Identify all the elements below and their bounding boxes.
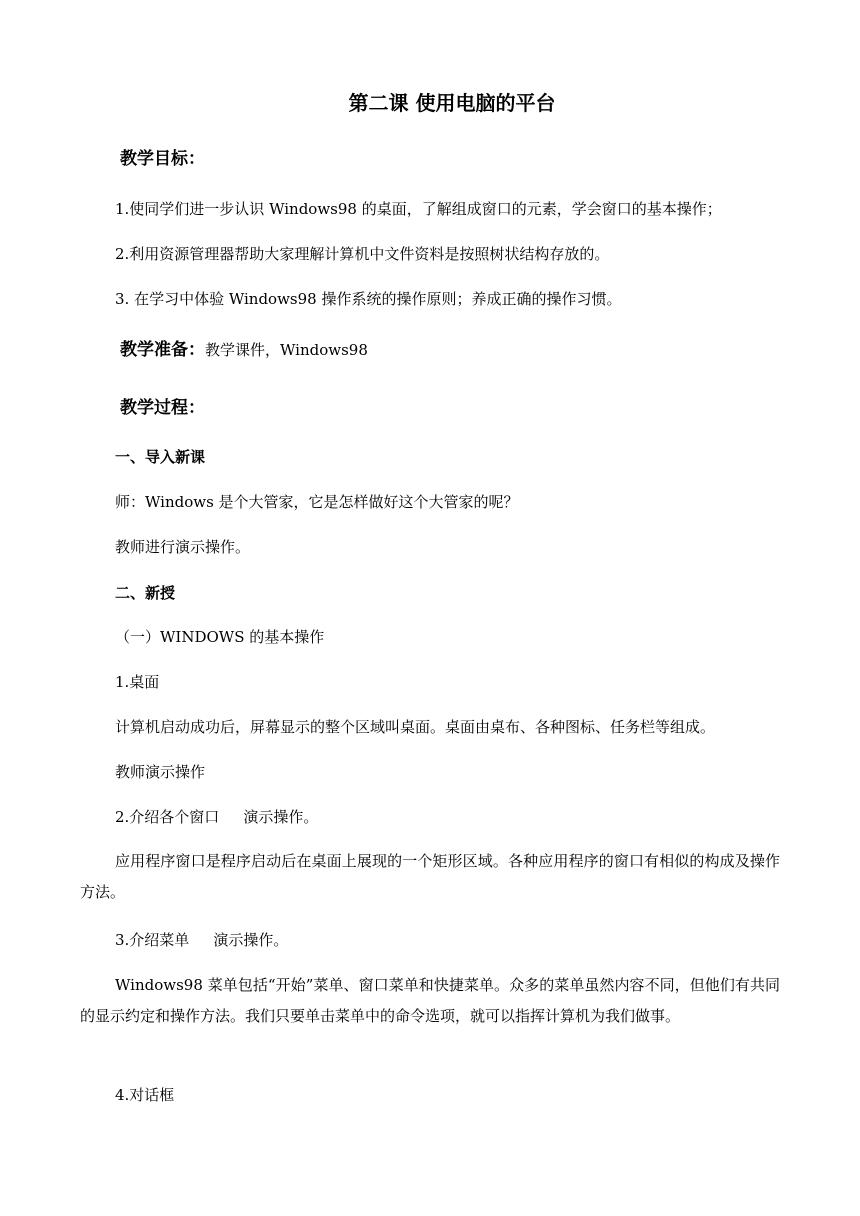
item-2-paragraph: 应用程序窗口是程序启动后在桌面上展现的一个矩形区域。各种应用程序的窗口有相似的构成及操作方法。 — [80, 852, 780, 901]
item-3-line — [115, 929, 288, 951]
objective-item-3: 3. 在学习中体验 Windows98 操作系统的操作原则；养成正确的操作习惯。 — [115, 290, 622, 308]
subsection-heading: （一）WINDOWS 的基本操作 — [115, 628, 325, 646]
item-3-paragraph: Windows98 菜单包括“开始”菜单、窗口菜单和快捷菜单。众多的菜单虽然内容不同，但他们有共同的显示约定和操作方法。我们只要单击菜单中的命令选项，就可以指挥计算机为我们做事。 — [80, 976, 780, 1025]
item-4-title: 4.对话框 — [115, 1086, 175, 1104]
item-2-line — [115, 806, 318, 828]
item-3-title: 3.介绍菜单 — [115, 931, 190, 949]
section-1-heading: 一、导入新课 — [115, 448, 206, 466]
item-1-title: 1.桌面 — [115, 673, 160, 691]
preparation-heading: 教学准备： — [120, 340, 205, 360]
item-2-demo: 演示操作。 — [243, 808, 319, 826]
preparation-text: 教学课件，Windows98 — [205, 341, 368, 359]
section-1-line-1: 师：Windows 是个大管家，它是怎样做好这个大管家的呢？ — [115, 493, 519, 511]
item-3-demo: 演示操作。 — [213, 931, 289, 949]
objectives-heading: 教学目标： — [120, 149, 205, 169]
item-1-demo: 教师演示操作 — [115, 763, 206, 781]
item-1-text: 计算机启动成功后，屏幕显示的整个区域叫桌面。桌面由桌布、各种图标、任务栏等组成。 — [115, 718, 716, 736]
section-1-line-2: 教师进行演示操作。 — [115, 538, 251, 556]
objective-item-2: 2.利用资源管理器帮助大家理解计算机中文件资料是按照树状结构存放的。 — [115, 245, 610, 263]
process-heading: 教学过程： — [120, 398, 205, 418]
preparation-line — [120, 338, 368, 362]
item-2-title: 2.介绍各个窗口 — [115, 808, 220, 826]
page-title: 第二课 使用电脑的平台 — [348, 91, 556, 115]
objective-item-1: 1.使同学们进一步认识 Windows98 的桌面，了解组成窗口的元素，学会窗口的基本操作； — [115, 200, 722, 218]
section-2-heading: 二、新授 — [115, 584, 176, 602]
